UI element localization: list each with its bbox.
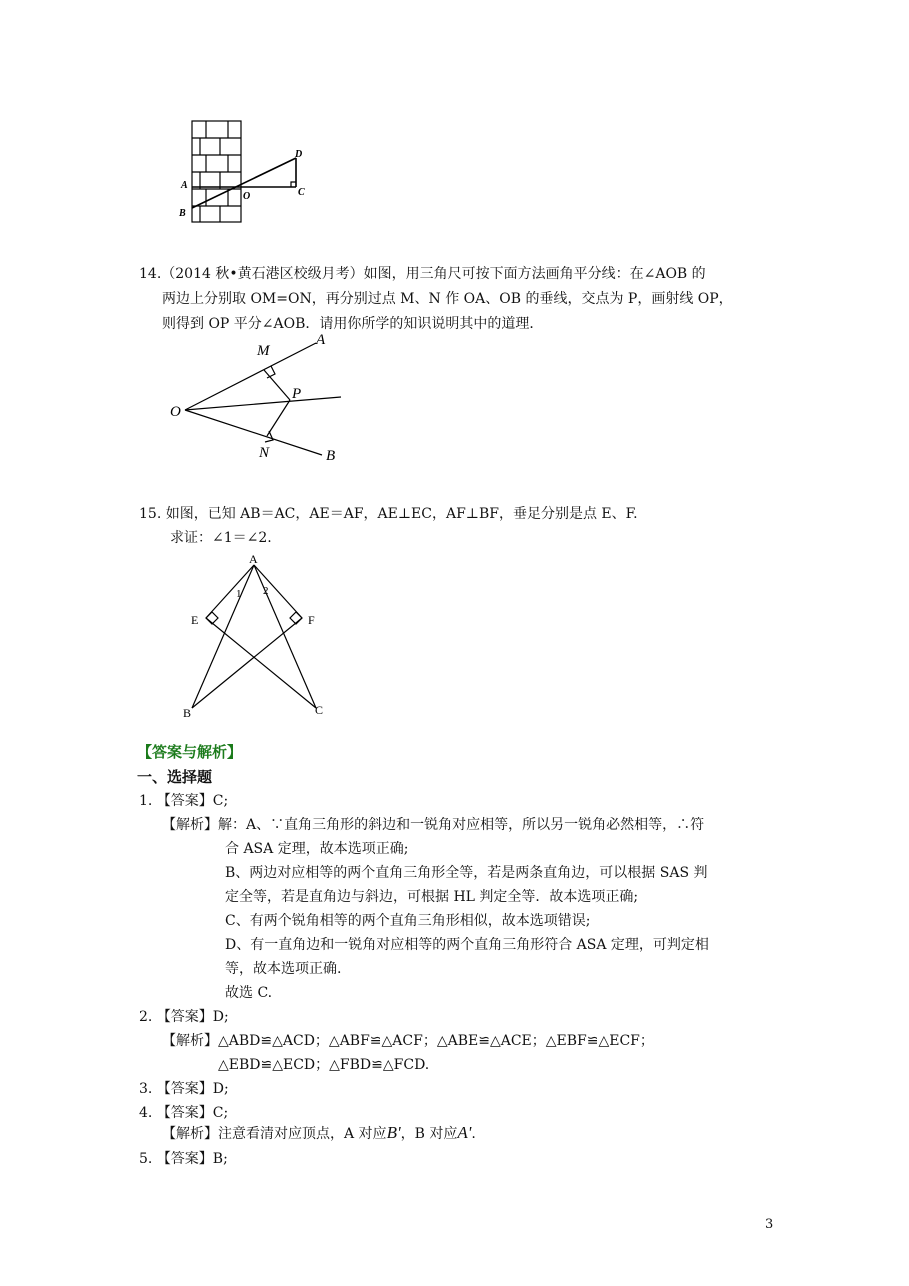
fig15-label-1: 1 xyxy=(236,588,242,600)
fig14-label-a: A xyxy=(316,332,326,348)
fig14-label-b: B xyxy=(326,448,336,464)
answer-1-line-6: D、有一直角边和一锐角对应相等的两个直角三角形符合 ASA 定理，可判定相 xyxy=(225,937,709,953)
fig13-label-b: B xyxy=(179,208,186,219)
answer-1-line-1: 【解析】解：A、∵直角三角形的斜边和一锐角对应相等，所以另一锐角必然相等，∴符 xyxy=(162,817,705,833)
fig15-label-b: B xyxy=(183,706,192,720)
page-number: 3 xyxy=(765,1217,774,1232)
answer-1-line-2: 合 ASA 定理，故本选项正确; xyxy=(225,841,409,857)
fig14-label-n: N xyxy=(259,445,270,461)
answer-4-text-mid: ，B 对应 xyxy=(400,1126,458,1142)
answer-4-a-prime: A' xyxy=(457,1123,472,1142)
fig15-label-2: 2 xyxy=(263,585,269,597)
q14-line-1: 14.（2014 秋•黄石港区校级月考）如图，用三角尺可按下面方法画角平分线：在∠AOB 的 xyxy=(139,266,706,282)
answer-2-line-1: 【解析】△ABD≌△ACD；△ABF≌△ACF；△ABE≌△ACE；△EBF≌△ECF； xyxy=(162,1033,654,1049)
answer-4-text-pre: 【解析】注意看清对应顶点，A 对应 xyxy=(162,1126,387,1142)
answer-1-line-5: C、有两个锐角相等的两个直角三角形相似，故本选项错误; xyxy=(225,913,591,929)
fig15-label-e: E xyxy=(191,613,199,627)
answer-4-text-end: . xyxy=(471,1126,476,1142)
fig13-label-c: C xyxy=(298,187,305,198)
answer-4-head: 4. 【答案】C; xyxy=(139,1105,229,1121)
fig15-label-a: A xyxy=(249,552,258,566)
answer-4-b-prime: B' xyxy=(386,1123,401,1142)
answer-4-line-1 xyxy=(162,1124,476,1143)
fig13-label-a: A xyxy=(181,180,188,191)
answer-2-head: 2. 【答案】D; xyxy=(139,1009,229,1025)
answer-1-line-4: 定全等，若是直角边与斜边，可根据 HL 判定全等．故本选项正确; xyxy=(225,889,639,905)
q15-line-2: 求证：∠1＝∠2. xyxy=(170,530,272,546)
figure-13-wall xyxy=(170,115,320,227)
answer-5-head: 5. 【答案】B; xyxy=(139,1151,228,1167)
q14-line-3: 则得到 OP 平分∠AOB．请用你所学的知识说明其中的道理． xyxy=(162,316,544,332)
figure-15-triangles xyxy=(175,550,335,722)
figure-14-angle-bisector xyxy=(160,330,360,465)
fig13-label-d: D xyxy=(295,149,303,160)
fig14-label-m: M xyxy=(257,343,270,359)
answer-1-line-7: 等，故本选项正确. xyxy=(225,961,342,977)
answer-1-head: 1. 【答案】C; xyxy=(139,793,229,809)
fig13-label-o: O xyxy=(243,191,251,202)
fig14-label-p: P xyxy=(292,386,302,402)
fig15-label-c: C xyxy=(315,703,324,717)
q15-line-1: 15. 如图，已知 AB＝AC，AE＝AF，AE⊥EC，AF⊥BF，垂足分别是点 E、F. xyxy=(139,506,638,522)
answer-1-line-3: B、两边对应相等的两个直角三角形全等，若是两条直角边，可以根据 SAS 判 xyxy=(225,865,708,881)
fig15-label-f: F xyxy=(308,613,315,627)
answer-2-line-2: △EBD≌△ECD；△FBD≌△FCD. xyxy=(218,1057,430,1073)
q14-line-2: 两边上分别取 OM=ON，再分别过点 M、N 作 OA、OB 的垂线，交点为 P，画射线 OP， xyxy=(162,291,733,307)
answer-3-head: 3. 【答案】D; xyxy=(139,1081,229,1097)
answers-heading: 【答案与解析】 xyxy=(137,743,243,761)
section-choice-title: 一、选择题 xyxy=(137,768,213,786)
fig14-label-o: O xyxy=(170,404,181,420)
answer-1-line-8: 故选 C. xyxy=(225,985,273,1001)
